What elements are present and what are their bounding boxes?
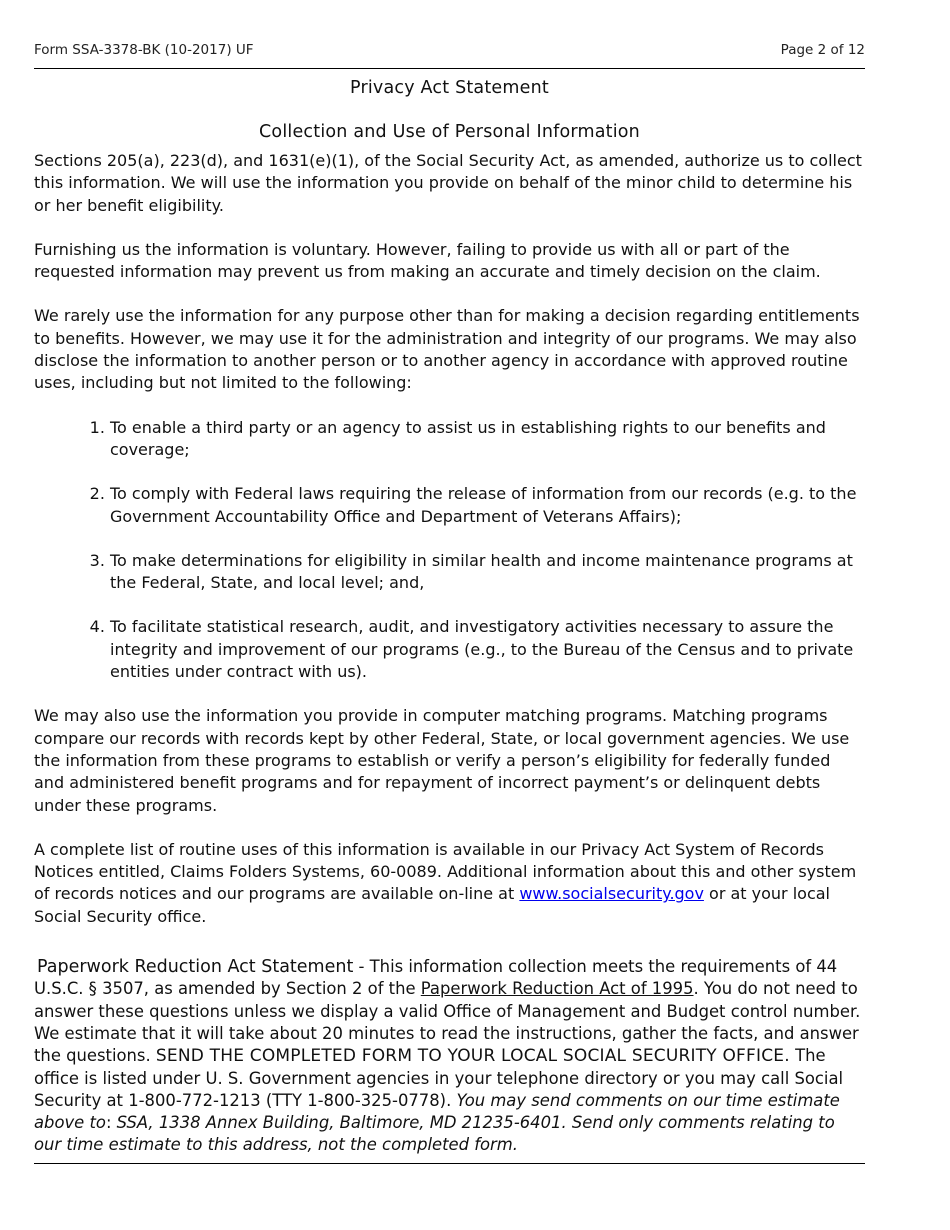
section-subtitle: Collection and Use of Personal Information <box>259 122 640 142</box>
form-id: Form SSA-3378-BK (10-2017) UF <box>34 42 254 58</box>
matching-paragraph: We may also use the information you provide in computer matching programs. Matching programs compare our records with records kept by other Federal, State, or local government agencies. We use the information from these programs to establish or verify a person’s eligibility for federally funded and administered benefit programs and for repayment of incorrect payment’s or delinquent debts under these programs. <box>34 706 850 815</box>
send-instruction: SEND THE COMPLETED FORM TO YOUR LOCAL SOCIAL SECURITY OFFICE. <box>155 1046 790 1067</box>
paperwork-intro: - This information collection meets the requirements of 44 U.S.C. § 3507, as amended by Section 2 of the <box>34 957 838 999</box>
socialsecurity-link[interactable]: www.socialsecurity.gov <box>519 884 704 904</box>
comments-text: You may send comments on our time estimate above to <box>34 1090 840 1133</box>
paperwork-body: . You do not need to answer these questions unless we display a valid Office of Management and Budget control number. We estimate that it will take about 20 minutes to read the instructions, gather the facts, and answer the questions. <box>34 979 861 1066</box>
page-header <box>34 40 865 69</box>
notice-text: A complete list of routine uses of this information is available in our Privacy Act System of Records Notices entitled, Claims Folders Systems, 60-0089. Additional information about this and other system of records notices and our programs are available on-line at <box>34 839 857 904</box>
list-item: 3. To make determinations for eligibility in similar health and income maintenance programs at the Federal, State, and local level; and, <box>110 550 865 595</box>
form-page <box>34 40 865 1164</box>
list-item: 4. To facilitate statistical research, audit, and investigatory activities necessary to assure the integrity and improvement of our programs (e.g., to the Bureau of the Census and to private entities under contract with us). <box>110 616 865 683</box>
page-number: Page 2 of 12 <box>780 42 865 58</box>
voluntary-paragraph: Furnishing us the information is voluntary. However, failing to provide us with all or part of the requested information may prevent us from making an accurate and timely decision on the claim. <box>34 239 821 282</box>
paperwork-heading: Paperwork Reduction Act Statement <box>37 957 354 978</box>
bottom-divider <box>34 1163 865 1164</box>
list-item: 1. To enable a third party or an agency to assist us in establishing rights to our benefits and coverage; <box>110 417 865 462</box>
uses-paragraph: We rarely use the information for any purpose other than for making a decision regarding entitlements to benefits. However, we may use it for the administration and integrity of our programs. We may also disclose the information to another person or to another agency in accordance with approved routine uses, including but not limited to the following: <box>34 306 860 393</box>
office-text: The office is listed under U. S. Government agencies in your telephone directory or you may call Social Security at 1-800-772-1213 (TTY 1-800-325-0778). <box>34 1046 844 1110</box>
paperwork-act-reference: Paperwork Reduction Act of 1995 <box>420 979 694 999</box>
routine-uses-list <box>34 417 865 684</box>
routine-uses-notice-paragraph <box>34 839 865 928</box>
notice-text-end: or at your local Social Security office. <box>34 884 830 926</box>
authority-paragraph: Sections 205(a), 223(d), and 1631(e)(1), of the Social Security Act, as amended, authorize us to collect this information. We will use the information you provide on behalf of the minor child to determine his or her benefit eligibility. <box>34 151 862 215</box>
address-text: SSA, 1338 Annex Building, Baltimore, MD 21235-6401. Send only comments relating to our time estimate to this address, not the completed form. <box>34 1113 835 1155</box>
section-title: Privacy Act Statement <box>350 78 549 98</box>
paperwork-reduction-statement <box>34 956 865 1157</box>
list-item: 2. To comply with Federal laws requiring the release of information from our records (e.g. to the Government Accountability Office and Department of Veterans Affairs); <box>110 483 865 528</box>
colon-text: : <box>105 1113 117 1133</box>
